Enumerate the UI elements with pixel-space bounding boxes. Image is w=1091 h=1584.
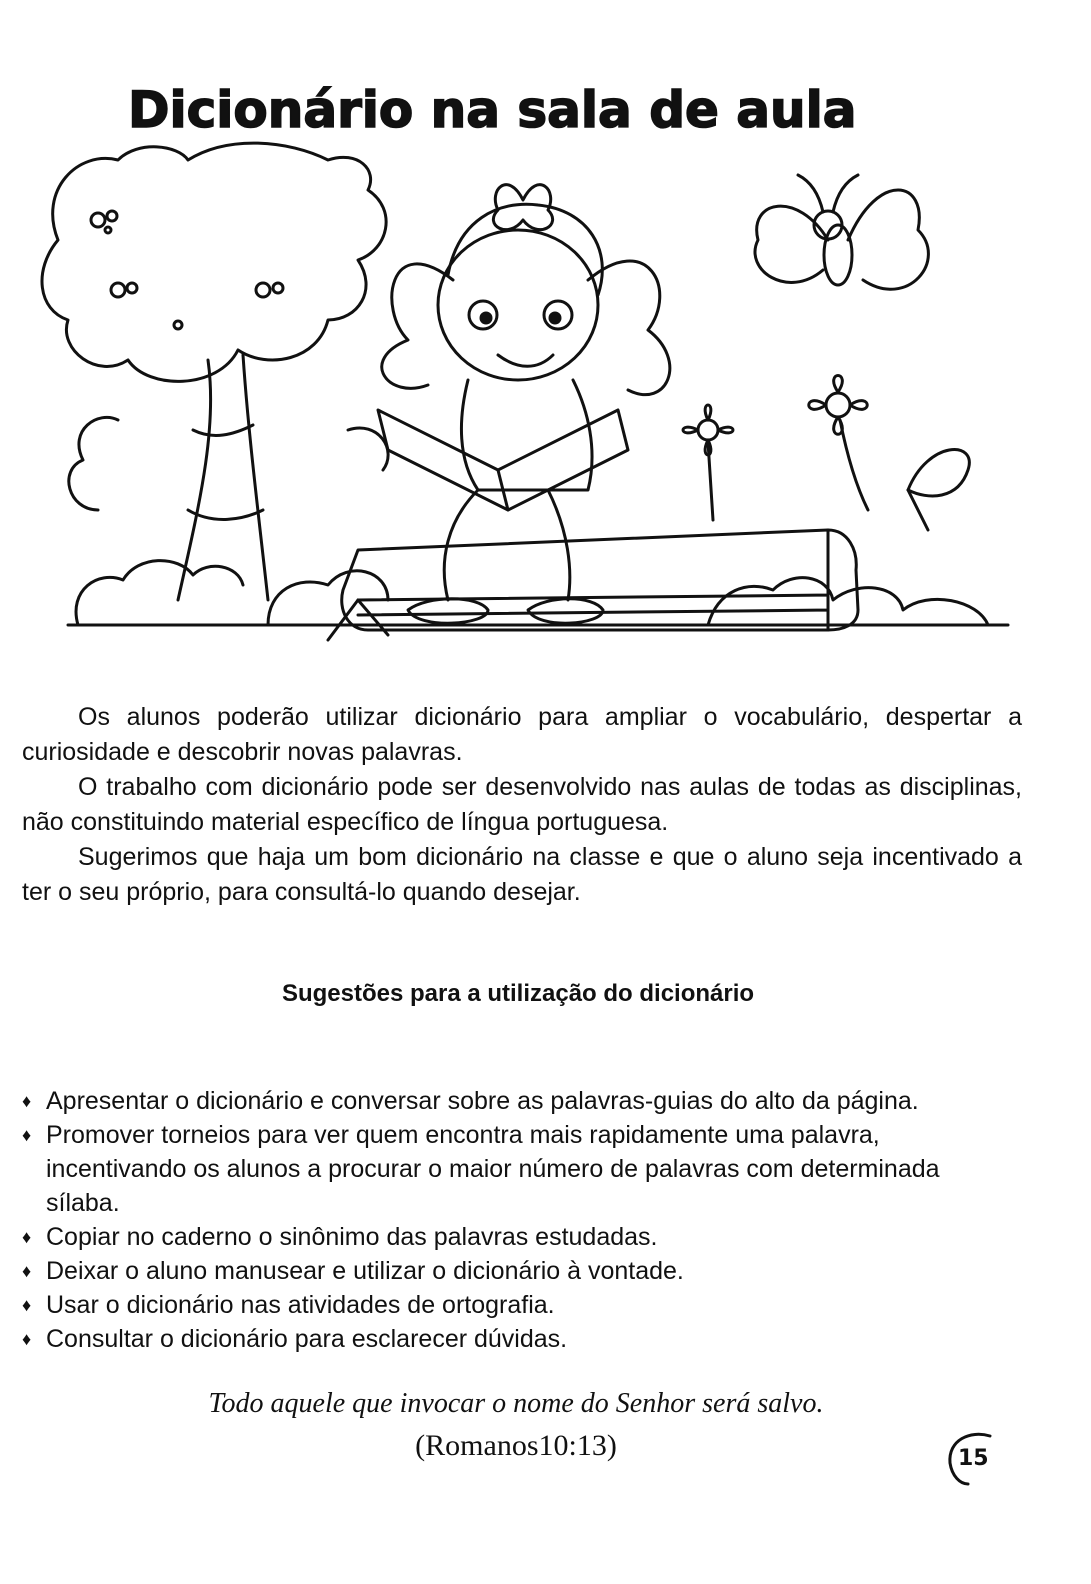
list-item [20,1288,1020,1322]
verse-reference: (Romanos10:13) [415,1429,617,1462]
intro-text [22,700,1022,910]
shoe-left [408,599,488,623]
suggestions-list [20,1084,1020,1356]
shoe-right [528,599,603,623]
list-item-text: Deixar o aluno manusear e utilizar o dicionário à vontade. [46,1257,684,1285]
list-item [20,1084,1020,1118]
list-item-text: Promover torneios para ver quem encontra mais rapidamente uma palavra, incentivando os alunos a procurar o maior número de palavras com determinada sílaba. [46,1121,940,1217]
page-number-text: 15 [958,1446,989,1471]
diamond-bullet-icon: ♦ [22,1329,32,1349]
diamond-bullet-icon: ♦ [22,1261,32,1281]
list-item [20,1254,1020,1288]
intro-paragraph: O trabalho com dicionário pode ser desenvolvido nas aulas de todas as disciplinas, não constituindo material específico de língua portuguesa. [22,773,1022,836]
list-item-text: Apresentar o dicionário e conversar sobre as palavras-guias do alto da página. [46,1087,919,1115]
list-item-text: Copiar no caderno o sinônimo das palavras estudadas. [46,1223,658,1251]
intro-paragraph: Os alunos poderão utilizar dicionário para ampliar o vocabulário, despertar a curiosidade e descobrir novas palavras. [22,703,1022,766]
bible-verse: Todo aquele que invocar o nome do Senhor será salvo. [208,1388,824,1419]
diamond-bullet-icon: ♦ [22,1295,32,1315]
butterfly [755,175,928,289]
list-item [20,1118,1020,1220]
diamond-bullet-icon: ♦ [22,1227,32,1247]
girl-reading-dictionary-illustration [28,130,1028,670]
flower-right [809,376,868,511]
tree-canopy [42,143,386,381]
flower-left [683,405,733,520]
diamond-bullet-icon: ♦ [22,1091,32,1111]
suggestions-heading: Sugestões para a utilização do dicionário [281,980,755,1007]
intro-paragraph: Sugerimos que haja um bom dicionário na classe e que o aluno seja incentivado a ter o seu próprio, para consultá-lo quando desejar. [22,843,1022,906]
tree-trunk [178,355,268,600]
girl-head [438,230,598,380]
diamond-bullet-icon: ♦ [22,1125,32,1145]
page-number [940,1428,1000,1488]
page-title: Dicionário na sala de aula [128,81,857,139]
list-item [20,1322,1020,1356]
list-item-text: Usar o dicionário nas atividades de ortografia. [46,1291,555,1319]
list-item [20,1220,1020,1254]
list-item-text: Consultar o dicionário para esclarecer dúvidas. [46,1325,568,1353]
